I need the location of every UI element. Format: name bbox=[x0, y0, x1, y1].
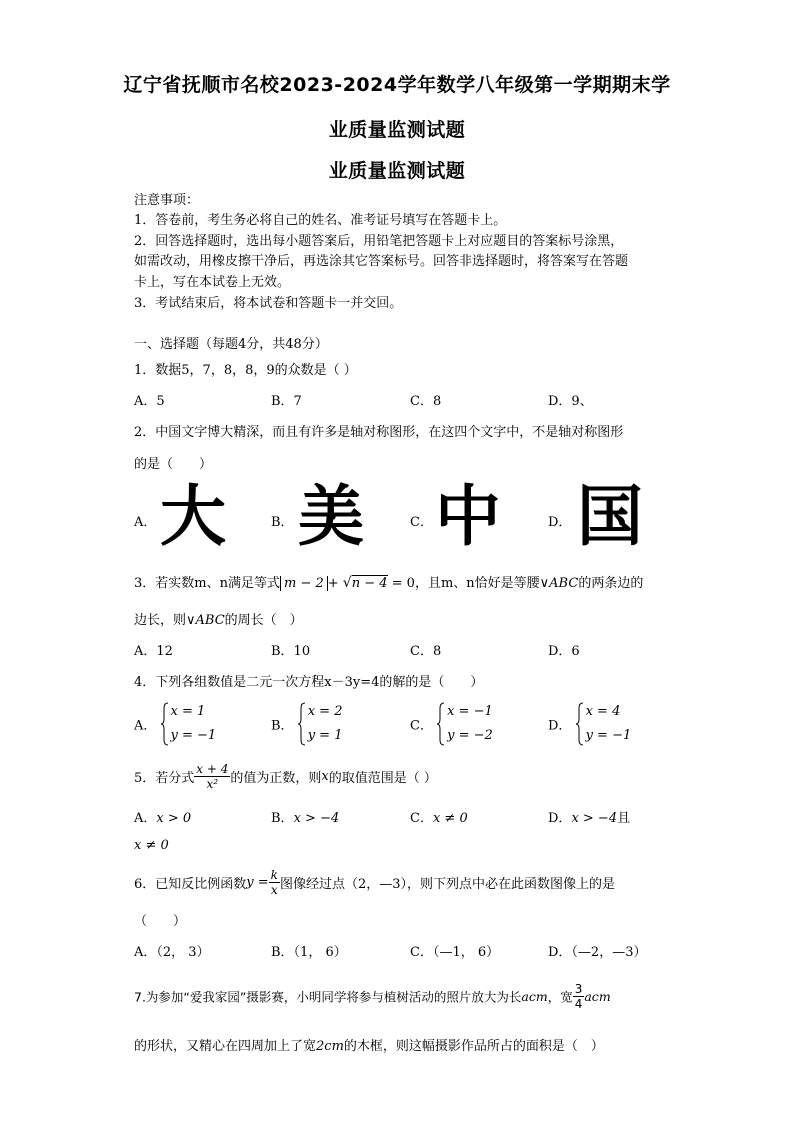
q5-option-b bbox=[271, 807, 339, 826]
q3-sqrt-expr: n − 4 bbox=[351, 576, 388, 591]
q2-char-image-a bbox=[160, 478, 226, 555]
q2-option-c: C． bbox=[410, 515, 433, 530]
q3-sqrt-sign: √ bbox=[342, 575, 352, 591]
q3-option-d: D．6 bbox=[548, 644, 580, 659]
q5-d-wrap: x ≠ 0 bbox=[134, 838, 169, 853]
notice-item-1: 1．答卷前，考生务必将自己的姓名、准考证号填写在答题卡上。 bbox=[134, 213, 507, 228]
q2-char-image-d bbox=[577, 478, 643, 555]
q4-option-c-system bbox=[437, 700, 493, 748]
notice-item-2-line2: 如需改动，用橡皮擦干净后，再选涂其它答案标号。回答非选择题时，将答案写在答题 bbox=[134, 254, 629, 269]
q3-option-b: B．10 bbox=[271, 644, 311, 659]
q2-stem-line2: 的是（ ） bbox=[134, 457, 213, 472]
q5-d-label: D． bbox=[548, 811, 572, 826]
q7-stem2b: 的木框，则这幅摄影作品所占的面积是（ ） bbox=[343, 1039, 604, 1054]
notice-item-3: 3．考试结束后，将本试卷和答题卡一并交回。 bbox=[134, 296, 403, 311]
q4-option-a-label: A． bbox=[134, 718, 157, 734]
q5-stem-post2: 的取值范围是（ ） bbox=[328, 771, 437, 786]
q3-option-a: A．12 bbox=[134, 644, 173, 659]
q2-stem-line1: 2．中国文字博大精深，而且有许多是轴对称图形，在这四个文字中，不是轴对称图形 bbox=[134, 425, 624, 440]
q5-option-a bbox=[134, 807, 191, 826]
q5-denominator: x² bbox=[206, 777, 219, 791]
q5-a-label: A． bbox=[134, 811, 157, 826]
q4-option-c-label: C． bbox=[410, 718, 433, 734]
q4-c-line2: y = −2 bbox=[447, 728, 493, 743]
q4-option-a bbox=[134, 700, 216, 748]
notice-item-2-line3: 卡上，写在本试卷上无效。 bbox=[134, 275, 291, 290]
q5-d-tail: 且 bbox=[617, 811, 631, 826]
q4-option-d bbox=[548, 700, 631, 748]
q5-stem-pre: 5．若分式 bbox=[134, 771, 195, 786]
q3-equals: = 0 bbox=[387, 576, 415, 591]
q2-char-image-c bbox=[435, 478, 501, 555]
q5-c-label: C． bbox=[410, 811, 433, 826]
q5-b-label: B． bbox=[271, 811, 294, 826]
q7-fraction bbox=[573, 982, 585, 1011]
q4-d-line1: x = 4 bbox=[585, 704, 621, 719]
q4-option-b-system bbox=[298, 700, 343, 748]
q2-char-d: 国 bbox=[577, 478, 643, 555]
q4-b-line1: x = 2 bbox=[307, 704, 343, 719]
q5-option-d bbox=[548, 807, 630, 826]
q5-stem bbox=[134, 762, 437, 791]
q2-option-d: D． bbox=[548, 515, 572, 530]
q5-d-value: x > −4 bbox=[571, 811, 618, 826]
q3-plus: + bbox=[327, 576, 343, 591]
q2-char-c: 中 bbox=[435, 478, 501, 555]
q7-frame-width: 2cm bbox=[316, 1039, 344, 1054]
q4-b-line2: y = 1 bbox=[307, 728, 343, 743]
q4-c-line1: x = −1 bbox=[447, 704, 493, 719]
q4-option-a-system bbox=[161, 700, 217, 748]
q6-stem-pre: 6．已知反比例函数 bbox=[134, 877, 247, 892]
q3-stem-line1 bbox=[134, 572, 643, 591]
q2-char-image-b bbox=[298, 478, 364, 555]
q5-fraction bbox=[194, 762, 230, 791]
left-brace-icon bbox=[437, 702, 445, 746]
q6-stem-line2: （ ） bbox=[134, 914, 187, 929]
q1-option-a: A．5 bbox=[134, 394, 165, 409]
q3-stem2a: 边长，则 bbox=[134, 613, 187, 628]
q3-abs-expr: m − 2 bbox=[280, 576, 328, 591]
q6-stem-line1 bbox=[134, 868, 615, 897]
q4-d-line2: y = −1 bbox=[585, 728, 632, 743]
q6-y-equals: y = bbox=[246, 875, 269, 890]
q6-option-a: A．（2， 3） bbox=[134, 945, 210, 960]
q4-option-b bbox=[271, 700, 342, 748]
q4-a-line2: y = −1 bbox=[170, 728, 217, 743]
q4-option-c bbox=[410, 700, 493, 748]
q2-option-b: B． bbox=[271, 515, 294, 530]
q3-option-c: C．8 bbox=[410, 644, 442, 659]
q2-char-b: 美 bbox=[298, 478, 364, 555]
q5-a-value: x > 0 bbox=[156, 811, 192, 826]
q7-stem-line1 bbox=[134, 982, 611, 1011]
page-subtitle-repeat: 业质量监测试题 bbox=[328, 160, 466, 182]
q4-a-line1: x = 1 bbox=[170, 704, 206, 719]
q3-stem-post2: 的两条边的 bbox=[578, 576, 644, 591]
q5-numerator: x + 4 bbox=[196, 762, 229, 776]
notice-item-2-line1: 2．回答选择题时，选出每小题答案后，用铅笔把答题卡上对应题目的答案标号涂黑， bbox=[134, 234, 624, 249]
q6-denominator: x bbox=[270, 883, 278, 897]
q5-option-c bbox=[410, 807, 468, 826]
q3-stem2b: 的周长（ ） bbox=[224, 613, 303, 628]
q5-c-value: x ≠ 0 bbox=[432, 811, 468, 826]
q2-char-a: 大 bbox=[160, 478, 226, 555]
q7-width: acm bbox=[584, 989, 611, 1004]
notice-heading: 注意事项： bbox=[134, 193, 200, 208]
q7-stem2a: 的形状，又精心在四周加上了宽 bbox=[134, 1039, 317, 1054]
q1-option-c: C．8 bbox=[410, 394, 442, 409]
left-brace-icon bbox=[576, 702, 584, 746]
page-title: 辽宁省抚顺市名校2023-2024学年数学八年级第一学期期末学 bbox=[123, 74, 671, 96]
q3-triangle-2: ∨ABC bbox=[186, 613, 225, 628]
left-brace-icon bbox=[298, 702, 306, 746]
q6-option-b: B．（1， 6） bbox=[271, 945, 347, 960]
q5-stem-post: 的值为正数，则 bbox=[230, 771, 322, 786]
q1-option-d: D．9、 bbox=[548, 394, 593, 409]
q2-option-a: A． bbox=[134, 515, 157, 530]
q3-stem-line2 bbox=[134, 609, 303, 628]
q5-variable: x bbox=[321, 769, 329, 784]
q7-stem-pre: 7.为参加“爱我家园”摄影赛，小明同学将参与植树活动的照片放大为长 bbox=[134, 989, 522, 1005]
q3-stem-pre: 3．若实数m、n满足等式 bbox=[134, 576, 280, 591]
q1-option-b: B．7 bbox=[271, 394, 302, 409]
q3-triangle: ∨ABC bbox=[539, 576, 579, 591]
q6-fraction bbox=[269, 868, 280, 897]
q7-denominator: 4 bbox=[574, 997, 583, 1011]
page-subtitle: 业质量监测试题 bbox=[328, 119, 466, 141]
q6-option-d: D．（—2，—3） bbox=[548, 945, 647, 960]
q7-stem-line2 bbox=[134, 1035, 604, 1054]
q4-option-b-label: B． bbox=[271, 718, 294, 734]
q6-option-c: C．（—1， 6） bbox=[410, 945, 500, 960]
section-heading: 一、选择题（每题4分，共48分） bbox=[134, 337, 328, 352]
q4-option-d-system bbox=[576, 700, 632, 748]
q6-numerator: k bbox=[270, 868, 278, 882]
q7-stem-mid: ，宽 bbox=[547, 989, 573, 1005]
q7-length: acm bbox=[521, 989, 548, 1004]
q5-b-value: x > −4 bbox=[293, 811, 340, 826]
q4-option-d-label: D． bbox=[548, 718, 572, 734]
q6-stem-post: 图像经过点（2，—3），则下列点中必在此函数图像上的是 bbox=[279, 877, 615, 892]
q7-numerator: 3 bbox=[574, 982, 583, 996]
q4-stem: 4．下列各组数值是二元一次方程x－3y=4的解的是（ ） bbox=[134, 675, 484, 690]
q3-stem-post: ，且m、n恰好是等腰 bbox=[414, 576, 540, 591]
q1-stem: 1．数据5，7，8，8，9的众数是（ ） bbox=[134, 363, 357, 378]
left-brace-icon bbox=[161, 702, 169, 746]
